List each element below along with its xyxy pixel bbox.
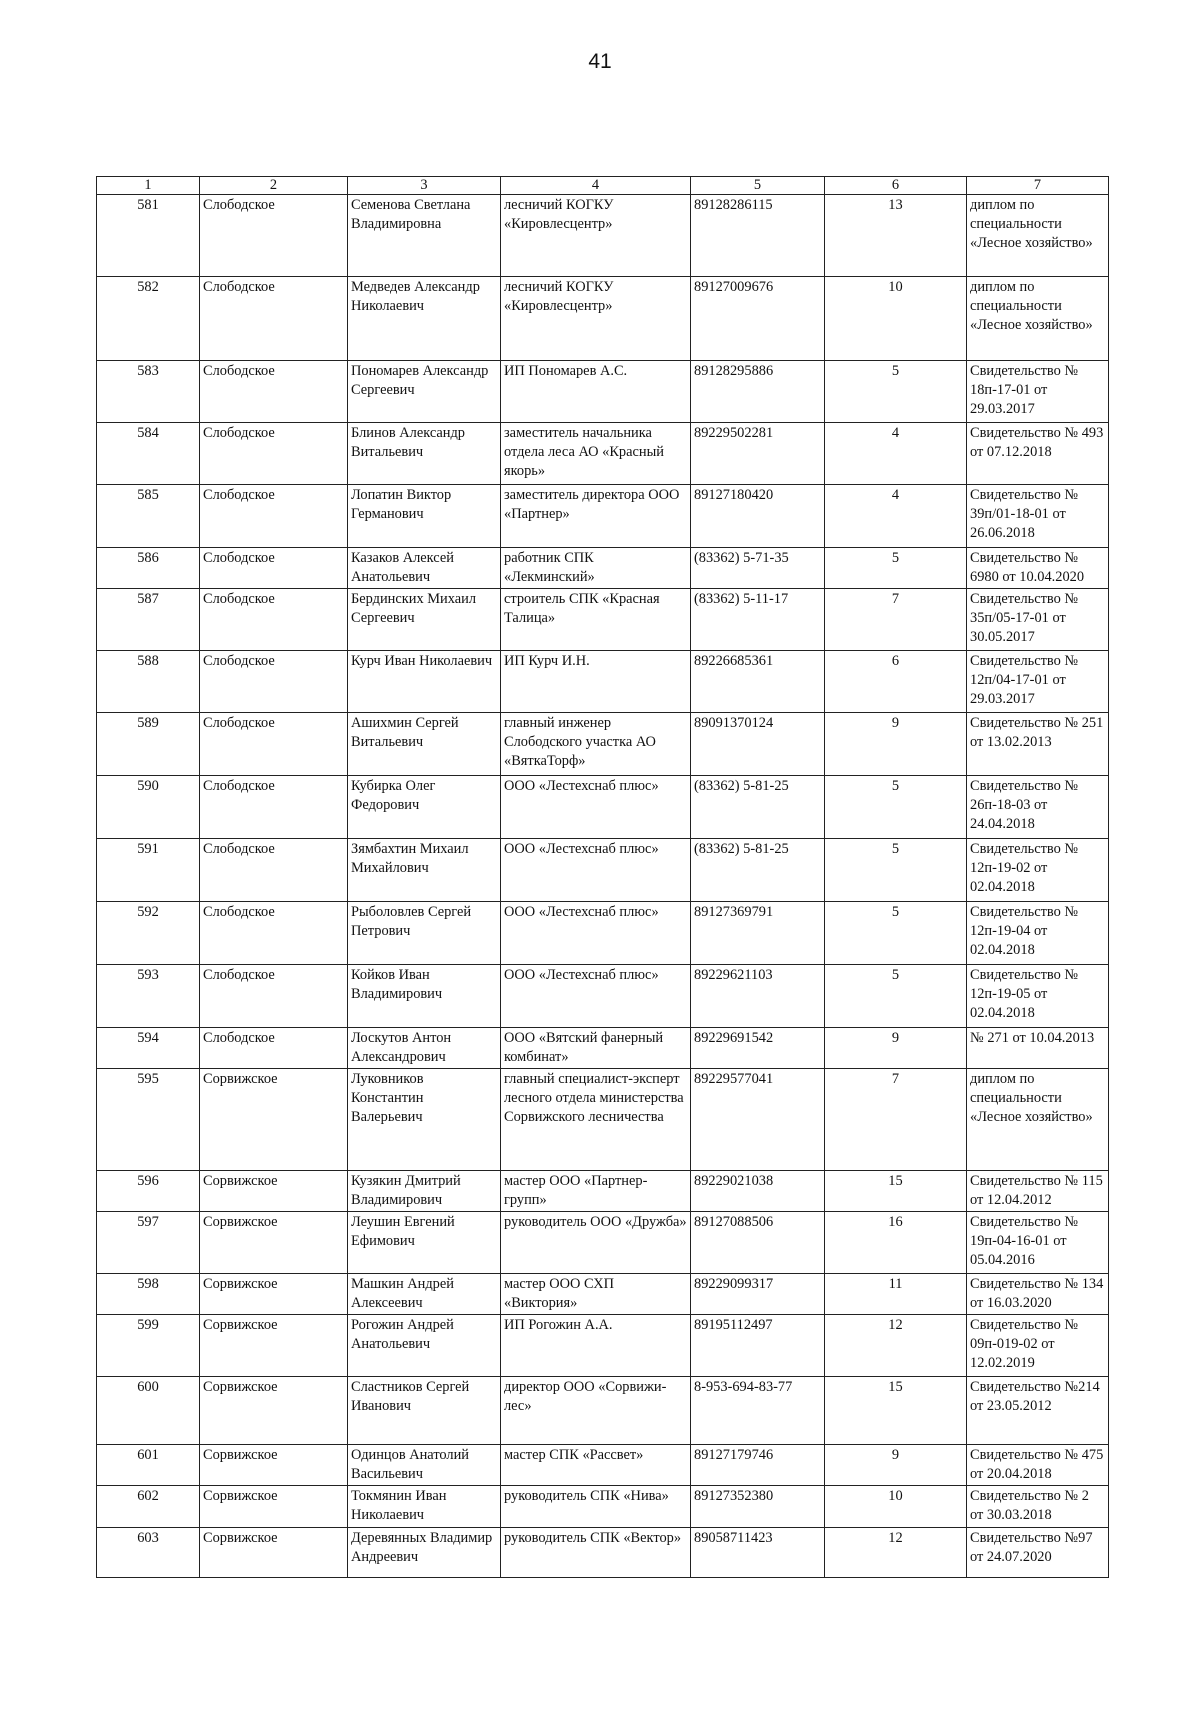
row-number-cell: 581 <box>97 195 200 277</box>
district-cell: Слободское <box>200 548 348 589</box>
position-cell: мастер ООО «Партнер-групп» <box>501 1171 691 1212</box>
column-header: 4 <box>501 177 691 195</box>
column-header: 1 <box>97 177 200 195</box>
phone-cell: 89226685361 <box>691 651 825 713</box>
experience-cell: 5 <box>825 965 967 1028</box>
district-cell: Сорвижское <box>200 1486 348 1528</box>
full-name-cell: Семенова Светлана Владимировна <box>348 195 501 277</box>
full-name-cell: Леушин Евгений Ефимович <box>348 1212 501 1274</box>
phone-cell: 89229621103 <box>691 965 825 1028</box>
phone-cell: (83362) 5-81-25 <box>691 776 825 839</box>
registry-table <box>96 176 1109 1578</box>
full-name-cell: Ашихмин Сергей Витальевич <box>348 713 501 776</box>
row-number-cell: 603 <box>97 1528 200 1578</box>
row-number-cell: 591 <box>97 839 200 902</box>
row-number-cell: 602 <box>97 1486 200 1528</box>
experience-cell: 9 <box>825 1445 967 1486</box>
experience-cell: 5 <box>825 776 967 839</box>
district-cell: Слободское <box>200 713 348 776</box>
table-row <box>97 1528 1109 1578</box>
row-number-cell: 583 <box>97 361 200 423</box>
experience-cell: 12 <box>825 1528 967 1578</box>
experience-cell: 5 <box>825 839 967 902</box>
full-name-cell: Машкин Андрей Алексеевич <box>348 1274 501 1315</box>
phone-cell: 89128295886 <box>691 361 825 423</box>
page-number: 41 <box>588 50 612 73</box>
full-name-cell: Пономарев Александр Сергеевич <box>348 361 501 423</box>
table-row <box>97 1171 1109 1212</box>
row-number-cell: 587 <box>97 589 200 651</box>
phone-cell: (83362) 5-71-35 <box>691 548 825 589</box>
document-cell: Свидетельство № 09п-019-02 от 12.02.2019 <box>967 1315 1109 1377</box>
phone-cell: 89229021038 <box>691 1171 825 1212</box>
table-row <box>97 548 1109 589</box>
document-cell: Свидетельство № 2 от 30.03.2018 <box>967 1486 1109 1528</box>
district-cell: Сорвижское <box>200 1212 348 1274</box>
full-name-cell: Казаков Алексей Анатольевич <box>348 548 501 589</box>
experience-cell: 7 <box>825 589 967 651</box>
experience-cell: 10 <box>825 277 967 361</box>
table-row <box>97 485 1109 548</box>
column-header: 7 <box>967 177 1109 195</box>
document-cell: Свидетельство № 493 от 07.12.2018 <box>967 423 1109 485</box>
position-cell: лесничий КОГКУ «Кировлесцентр» <box>501 277 691 361</box>
position-cell: мастер ООО СХП «Виктория» <box>501 1274 691 1315</box>
column-header: 3 <box>348 177 501 195</box>
phone-cell: 89091370124 <box>691 713 825 776</box>
full-name-cell: Рогожин Андрей Анатольевич <box>348 1315 501 1377</box>
document-cell: № 271 от 10.04.2013 <box>967 1028 1109 1069</box>
column-header: 5 <box>691 177 825 195</box>
district-cell: Слободское <box>200 277 348 361</box>
row-number-cell: 601 <box>97 1445 200 1486</box>
table-row <box>97 423 1109 485</box>
phone-cell: 89127369791 <box>691 902 825 965</box>
document-cell: Свидетельство № 475 от 20.04.2018 <box>967 1445 1109 1486</box>
phone-cell: 89127180420 <box>691 485 825 548</box>
table-row <box>97 713 1109 776</box>
table-row <box>97 1486 1109 1528</box>
table-row <box>97 1377 1109 1445</box>
table-row <box>97 277 1109 361</box>
column-header: 2 <box>200 177 348 195</box>
document-cell: Свидетельство № 12п-19-05 от 02.04.2018 <box>967 965 1109 1028</box>
experience-cell: 9 <box>825 713 967 776</box>
document-cell: Свидетельство № 18п-17-01 от 29.03.2017 <box>967 361 1109 423</box>
district-cell: Слободское <box>200 589 348 651</box>
experience-cell: 9 <box>825 1028 967 1069</box>
experience-cell: 7 <box>825 1069 967 1171</box>
document-cell: диплом по специальности «Лесное хозяйство» <box>967 277 1109 361</box>
district-cell: Сорвижское <box>200 1315 348 1377</box>
position-cell: заместитель директора ООО «Партнер» <box>501 485 691 548</box>
experience-cell: 15 <box>825 1377 967 1445</box>
row-number-cell: 599 <box>97 1315 200 1377</box>
experience-cell: 13 <box>825 195 967 277</box>
phone-cell: 89229099317 <box>691 1274 825 1315</box>
district-cell: Сорвижское <box>200 1171 348 1212</box>
full-name-cell: Токмянин Иван Николаевич <box>348 1486 501 1528</box>
district-cell: Слободское <box>200 1028 348 1069</box>
table-row <box>97 589 1109 651</box>
row-number-cell: 600 <box>97 1377 200 1445</box>
experience-cell: 10 <box>825 1486 967 1528</box>
experience-cell: 11 <box>825 1274 967 1315</box>
experience-cell: 4 <box>825 485 967 548</box>
document-cell: Свидетельство №97 от 24.07.2020 <box>967 1528 1109 1578</box>
table-row <box>97 902 1109 965</box>
position-cell: ИП Рогожин А.А. <box>501 1315 691 1377</box>
district-cell: Слободское <box>200 423 348 485</box>
position-cell: ООО «Лестехснаб плюс» <box>501 839 691 902</box>
experience-cell: 5 <box>825 902 967 965</box>
full-name-cell: Сластников Сергей Иванович <box>348 1377 501 1445</box>
position-cell: ИП Пономарев А.С. <box>501 361 691 423</box>
full-name-cell: Рыболовлев Сергей Петрович <box>348 902 501 965</box>
document-cell: Свидетельство № 35п/05-17-01 от 30.05.2017 <box>967 589 1109 651</box>
table-header <box>97 177 1109 195</box>
document-cell: диплом по специальности «Лесное хозяйство» <box>967 1069 1109 1171</box>
position-cell: ООО «Лестехснаб плюс» <box>501 776 691 839</box>
row-number-cell: 592 <box>97 902 200 965</box>
document-cell: Свидетельство № 12п-19-04 от 02.04.2018 <box>967 902 1109 965</box>
phone-cell: 89229502281 <box>691 423 825 485</box>
document-cell: Свидетельство №214 от 23.05.2012 <box>967 1377 1109 1445</box>
document-cell: Свидетельство № 6980 от 10.04.2020 <box>967 548 1109 589</box>
table-row <box>97 1028 1109 1069</box>
document-cell: Свидетельство № 12п/04-17-01 от 29.03.2017 <box>967 651 1109 713</box>
phone-cell: 89058711423 <box>691 1528 825 1578</box>
experience-cell: 5 <box>825 361 967 423</box>
experience-cell: 16 <box>825 1212 967 1274</box>
document-cell: Свидетельство № 12п-19-02 от 02.04.2018 <box>967 839 1109 902</box>
full-name-cell: Кубирка Олег Федорович <box>348 776 501 839</box>
full-name-cell: Лопатин Виктор Германович <box>348 485 501 548</box>
table-row <box>97 651 1109 713</box>
phone-cell: (83362) 5-81-25 <box>691 839 825 902</box>
row-number-cell: 597 <box>97 1212 200 1274</box>
row-number-cell: 593 <box>97 965 200 1028</box>
table-body <box>97 195 1109 1578</box>
district-cell: Сорвижское <box>200 1377 348 1445</box>
district-cell: Сорвижское <box>200 1069 348 1171</box>
phone-cell: 89127352380 <box>691 1486 825 1528</box>
full-name-cell: Койков Иван Владимирович <box>348 965 501 1028</box>
phone-cell: (83362) 5-11-17 <box>691 589 825 651</box>
phone-cell: 89128286115 <box>691 195 825 277</box>
position-cell: ООО «Лестехснаб плюс» <box>501 965 691 1028</box>
document-cell: Свидетельство № 26п-18-03 от 24.04.2018 <box>967 776 1109 839</box>
position-cell: руководитель СПК «Нива» <box>501 1486 691 1528</box>
document-cell: диплом по специальности «Лесное хозяйство» <box>967 195 1109 277</box>
experience-cell: 5 <box>825 548 967 589</box>
full-name-cell: Деревянных Владимир Андреевич <box>348 1528 501 1578</box>
district-cell: Слободское <box>200 965 348 1028</box>
row-number-cell: 582 <box>97 277 200 361</box>
table-row <box>97 1069 1109 1171</box>
row-number-cell: 586 <box>97 548 200 589</box>
full-name-cell: Зямбахтин Михаил Михайлович <box>348 839 501 902</box>
district-cell: Слободское <box>200 839 348 902</box>
row-number-cell: 584 <box>97 423 200 485</box>
district-cell: Слободское <box>200 651 348 713</box>
experience-cell: 6 <box>825 651 967 713</box>
experience-cell: 4 <box>825 423 967 485</box>
document-cell: Свидетельство № 134 от 16.03.2020 <box>967 1274 1109 1315</box>
table-row <box>97 361 1109 423</box>
full-name-cell: Бердинских Михаил Сергеевич <box>348 589 501 651</box>
table-row <box>97 776 1109 839</box>
position-cell: заместитель начальника отдела леса АО «Красный якорь» <box>501 423 691 485</box>
document-cell: Свидетельство № 115 от 12.04.2012 <box>967 1171 1109 1212</box>
document-cell: Свидетельство № 39п/01-18-01 от 26.06.2018 <box>967 485 1109 548</box>
position-cell: ООО «Лестехснаб плюс» <box>501 902 691 965</box>
full-name-cell: Курч Иван Николаевич <box>348 651 501 713</box>
full-name-cell: Кузякин Дмитрий Владимирович <box>348 1171 501 1212</box>
position-cell: директор ООО «Сорвижи-лес» <box>501 1377 691 1445</box>
phone-cell: 89127009676 <box>691 277 825 361</box>
district-cell: Слободское <box>200 485 348 548</box>
full-name-cell: Одинцов Анатолий Васильевич <box>348 1445 501 1486</box>
row-number-cell: 588 <box>97 651 200 713</box>
position-cell: руководитель СПК «Вектор» <box>501 1528 691 1578</box>
row-number-cell: 594 <box>97 1028 200 1069</box>
district-cell: Слободское <box>200 902 348 965</box>
row-number-cell: 585 <box>97 485 200 548</box>
column-header: 6 <box>825 177 967 195</box>
phone-cell: 89195112497 <box>691 1315 825 1377</box>
table-row <box>97 1445 1109 1486</box>
row-number-cell: 590 <box>97 776 200 839</box>
district-cell: Слободское <box>200 195 348 277</box>
district-cell: Сорвижское <box>200 1274 348 1315</box>
document-cell: Свидетельство № 251 от 13.02.2013 <box>967 713 1109 776</box>
row-number-cell: 589 <box>97 713 200 776</box>
table-row <box>97 1274 1109 1315</box>
document-cell: Свидетельство № 19п-04-16-01 от 05.04.2016 <box>967 1212 1109 1274</box>
experience-cell: 15 <box>825 1171 967 1212</box>
position-cell: руководитель ООО «Дружба» <box>501 1212 691 1274</box>
district-cell: Слободское <box>200 361 348 423</box>
full-name-cell: Блинов Александр Витальевич <box>348 423 501 485</box>
position-cell: мастер СПК «Рассвет» <box>501 1445 691 1486</box>
position-cell: лесничий КОГКУ «Кировлесцентр» <box>501 195 691 277</box>
phone-cell: 8-953-694-83-77 <box>691 1377 825 1445</box>
row-number-cell: 595 <box>97 1069 200 1171</box>
table-row <box>97 839 1109 902</box>
district-cell: Сорвижское <box>200 1445 348 1486</box>
district-cell: Сорвижское <box>200 1528 348 1578</box>
full-name-cell: Медведев Александр Николаевич <box>348 277 501 361</box>
position-cell: строитель СПК «Красная Талица» <box>501 589 691 651</box>
row-number-cell: 598 <box>97 1274 200 1315</box>
phone-cell: 89127088506 <box>691 1212 825 1274</box>
full-name-cell: Луковников Константин Валерьевич <box>348 1069 501 1171</box>
phone-cell: 89127179746 <box>691 1445 825 1486</box>
position-cell: главный инженер Слободского участка АО «ВяткаТорф» <box>501 713 691 776</box>
table-row <box>97 195 1109 277</box>
district-cell: Слободское <box>200 776 348 839</box>
phone-cell: 89229577041 <box>691 1069 825 1171</box>
row-number-cell: 596 <box>97 1171 200 1212</box>
position-cell: ООО «Вятский фанерный комбинат» <box>501 1028 691 1069</box>
phone-cell: 89229691542 <box>691 1028 825 1069</box>
full-name-cell: Лоскутов Антон Александрович <box>348 1028 501 1069</box>
position-cell: ИП Курч И.Н. <box>501 651 691 713</box>
position-cell: главный специалист-эксперт лесного отдела министерства Сорвижского лесничества <box>501 1069 691 1171</box>
table-row <box>97 1315 1109 1377</box>
table-row <box>97 965 1109 1028</box>
experience-cell: 12 <box>825 1315 967 1377</box>
table-row <box>97 1212 1109 1274</box>
position-cell: работник СПК «Лекминский» <box>501 548 691 589</box>
header-row <box>97 177 1109 195</box>
